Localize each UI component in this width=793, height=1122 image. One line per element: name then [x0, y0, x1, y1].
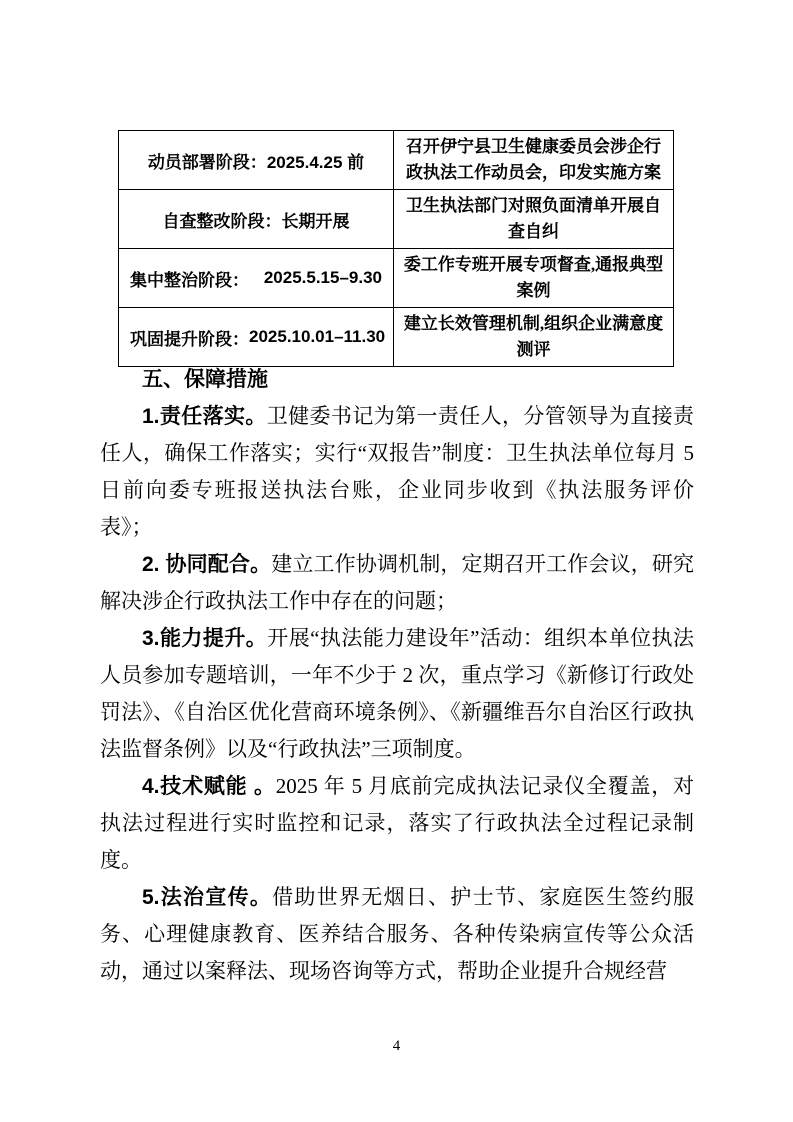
table-row: [119, 308, 674, 367]
table-row: [119, 131, 674, 190]
phase-label: 动员部署阶段：: [147, 152, 267, 172]
body-text-block: [100, 361, 694, 990]
action-cell: 委工作专班开展专项督查,通报典型案例: [394, 249, 674, 308]
paragraph-coordination: [100, 546, 694, 620]
phase-label: 自查整改阶段：: [162, 211, 282, 231]
paragraph-responsibility: [100, 398, 694, 546]
phase-cell: [119, 190, 394, 249]
table-row: [119, 190, 674, 249]
phase-cell: [119, 308, 394, 367]
paragraph-lead: 3.能力提升。: [142, 627, 268, 650]
phase-date: 2025.5.15–9.30: [263, 268, 382, 287]
paragraph-text: 建立工作协调机制，定期召开工作会议，研究解决涉企行政执法工作中存在的问题；: [100, 552, 694, 613]
paragraph-lead: 5.法治宣传。: [142, 886, 273, 909]
action-cell: 召开伊宁县卫生健康委员会涉企行政执法工作动员会，印发实施方案: [394, 131, 674, 190]
paragraph-text: 2025 年 5 月底前完成执法记录仪全覆盖，对执法过程进行实时监控和记录，落实了行政执法全过程记录制度。: [100, 774, 694, 872]
schedule-table: [118, 130, 674, 367]
paragraph-lead: 2. 协同配合。: [142, 553, 272, 576]
paragraph-text: 开展“执法能力建设年”活动：组织本单位执法人员参加专题培训，一年不少于 2 次，重点学习《新修订行政处罚法》、《自治区优化营商环境条例》、《新疆维吾尔自治区行政执法监督条例》以及“行政执法”三项制度。: [100, 626, 695, 761]
paragraph-lead: 1.责任落实。: [142, 405, 267, 428]
paragraph-publicity: [100, 879, 694, 990]
paragraph-text: 卫健委书记为第一责任人，分管领导为直接责任人，确保工作落实；实行“双报告”制度：卫生执法单位每月 5 日前向委专班报送执法台账，企业同步收到《执法服务评价表》；: [100, 404, 695, 539]
action-cell: 建立长效管理机制,组织企业满意度测评: [394, 308, 674, 367]
paragraph-technology: [100, 768, 694, 879]
table-row: [119, 249, 674, 308]
paragraph-capability: [100, 620, 694, 768]
phase-cell: [119, 131, 394, 190]
page-number: 4: [392, 1038, 401, 1054]
phase-date: 2025.10.01–11.30: [249, 327, 386, 346]
phase-label: 集中整治阶段：: [130, 270, 249, 290]
phase-cell: [119, 249, 394, 308]
phase-date: 长期开展: [281, 211, 350, 231]
section-heading: 五、保障措施: [142, 368, 268, 391]
paragraph-lead: 4.技术赋能 。: [142, 775, 276, 798]
paragraph-text: 借助世界无烟日、护士节、家庭医生签约服务、心理健康教育、医养结合服务、各种传染病宣传等公众活动，通过以案释法、现场咨询等方式，帮助企业提升合规经营: [100, 885, 695, 983]
phase-date: 2025.4.25 前: [266, 152, 365, 172]
phase-label: 巩固提升阶段：: [130, 329, 249, 349]
action-cell: 卫生执法部门对照负面清单开展自查自纠: [394, 190, 674, 249]
